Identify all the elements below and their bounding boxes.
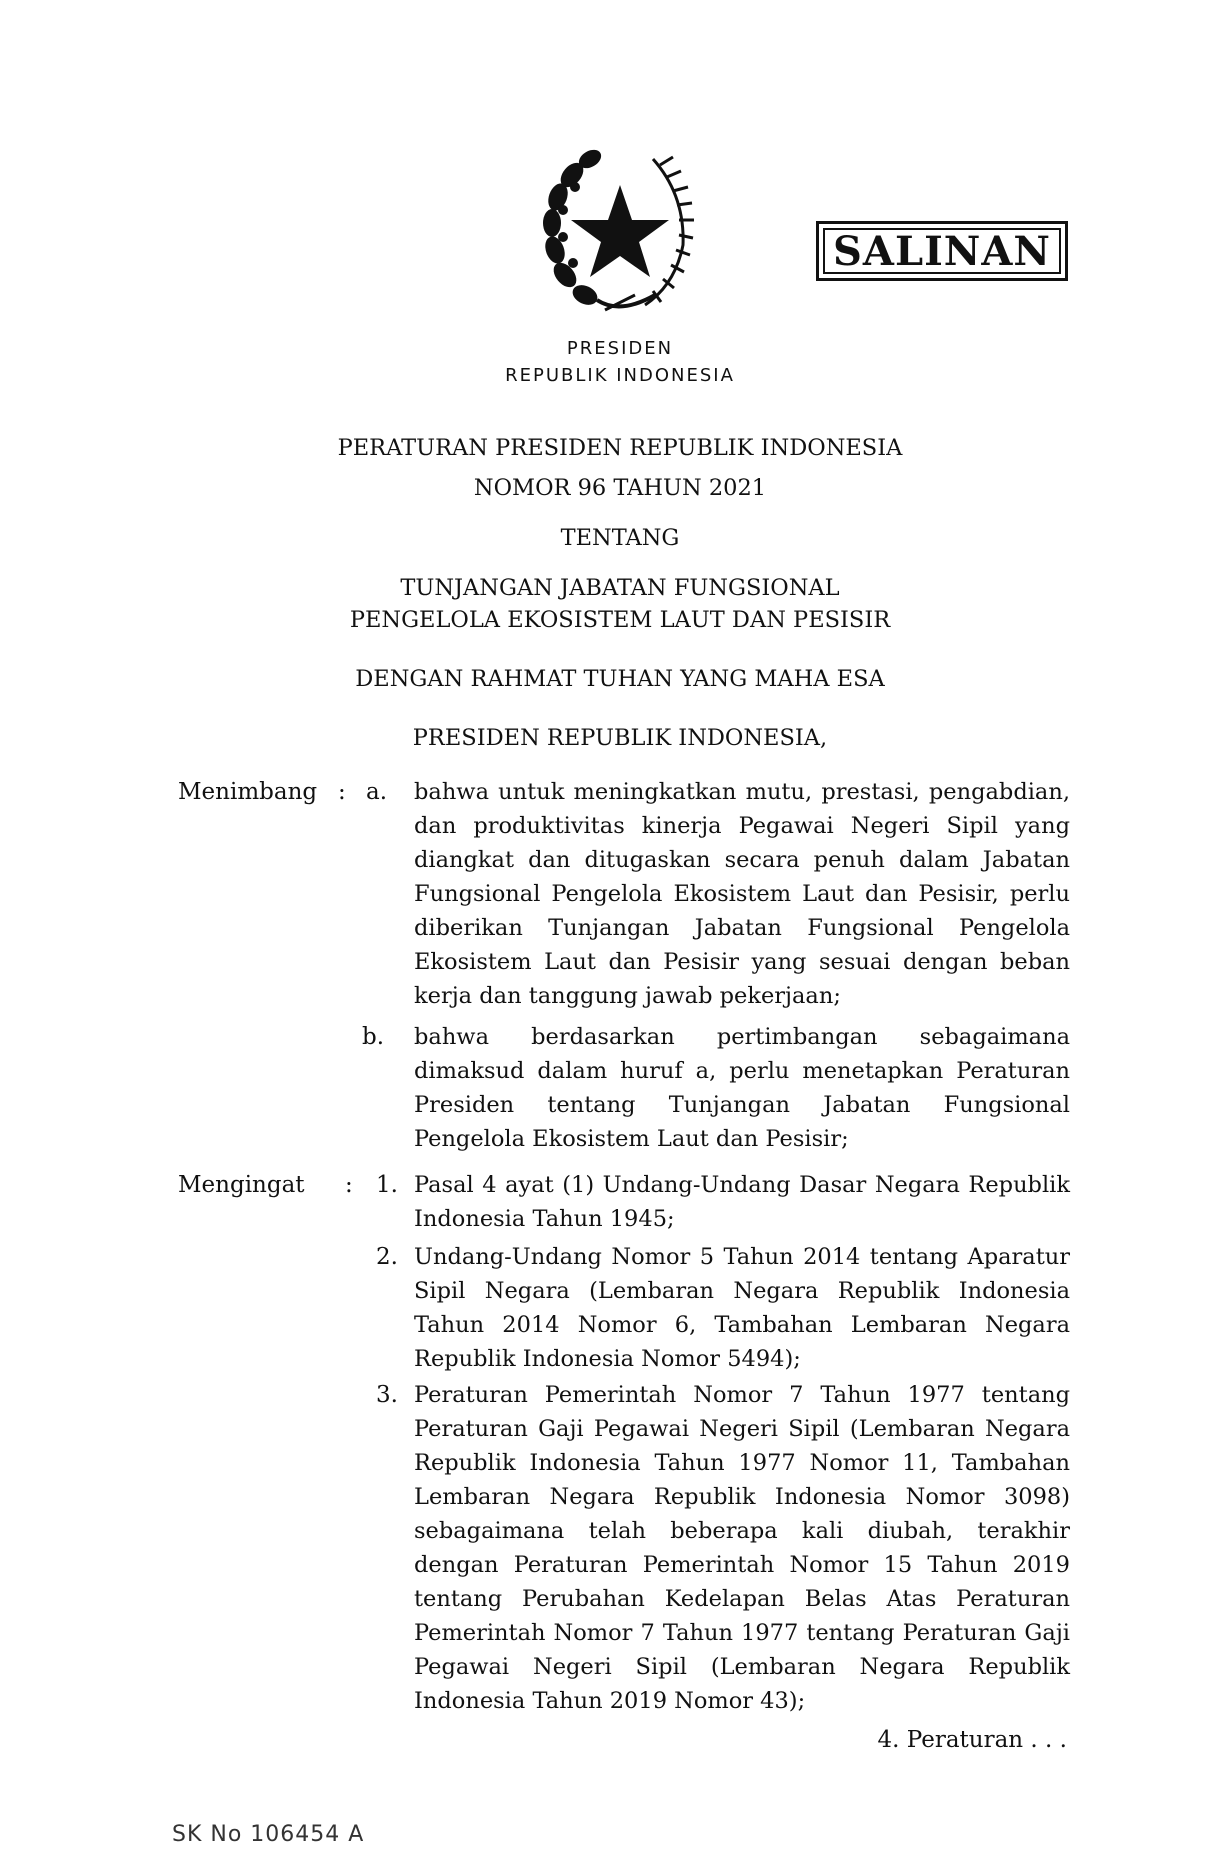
stamp-label: SALINAN — [833, 227, 1051, 275]
document-code: SK No 106454 A — [172, 1822, 365, 1847]
salinan-stamp — [816, 221, 1068, 281]
presidential-star-emblem-icon — [535, 145, 705, 320]
menimbang-item-b-text: bahwa berdasarkan pertimbangan sebagaimana dimaksud dalam huruf a, perlu menetapkan Peraturan Presiden tentang Tunjangan Jabatan Fungsional Pengelola Ekosistem Laut dan Pesisir; — [414, 1024, 1070, 1152]
authority: PRESIDEN REPUBLIK INDONESIA, — [412, 725, 828, 751]
page-continuation: 4. Peraturan . . . — [877, 1727, 1067, 1753]
regulation-subject-line2: PENGELOLA EKOSISTEM LAUT DAN PESISIR — [349, 607, 891, 633]
mengingat-item-3-text: Peraturan Pemerintah Nomor 7 Tahun 1977 tentang Peraturan Gaji Pegawai Negeri Sipil (Lembaran Negara Republik Indonesia Tahun 1977 Nomor 11, Tambahan Lembaran Negara Republik Indonesia Nomor 3098) sebagaimana telah beberapa kali diubah, terakhir dengan Peraturan Pemerintah Nomor 15 Tahun 2019 tentang Perubahan Kedelapan Belas Atas Peraturan Pemerintah Nomor 7 Tahun 1977 tentang Peraturan Gaji Pegawai Negeri Sipil (Lembaran Negara Republik Indonesia Tahun 2019 Nomor 43); — [414, 1382, 1070, 1714]
mengingat-item-1-text: Pasal 4 ayat (1) Undang-Undang Dasar Negara Republik Indonesia Tahun 1945; — [414, 1172, 1070, 1232]
invocation: DENGAN RAHMAT TUHAN YANG MAHA ESA — [355, 666, 885, 692]
menimbang-item-b-marker: b. — [362, 1024, 385, 1050]
header-republik-indonesia: REPUBLIK INDONESIA — [505, 365, 735, 386]
regulation-subject-line1: TUNJANGAN JABATAN FUNGSIONAL — [400, 575, 840, 601]
regulation-number: NOMOR 96 TAHUN 2021 — [473, 475, 767, 501]
menimbang-item-a-marker: a. — [366, 779, 388, 805]
menimbang-label: Menimbang — [178, 779, 318, 805]
mengingat-item-2-marker: 2. — [376, 1244, 398, 1270]
header-presiden: PRESIDEN — [566, 338, 674, 359]
mengingat-label: Mengingat — [178, 1172, 305, 1198]
regulation-title: PERATURAN PRESIDEN REPUBLIK INDONESIA — [337, 435, 903, 461]
menimbang-item-a-text: bahwa untuk meningkatkan mutu, prestasi, pengabdian, dan produktivitas kinerja Pegawai Negeri Sipil yang diangkat dan ditugaskan secara penuh dalam Jabatan Fungsional Pengelola Ekosistem Laut dan Pesisir, perlu diberikan Tunjangan Jabatan Fungsional Pengelola Ekosistem Laut dan Pesisir yang sesuai dengan beban kerja dan tanggung jawab pekerjaan; — [414, 779, 1070, 1009]
mengingat-colon: : — [345, 1172, 353, 1198]
mengingat-item-3-marker: 3. — [376, 1382, 398, 1408]
regulation-about: TENTANG — [560, 525, 680, 551]
menimbang-colon: : — [338, 779, 346, 805]
mengingat-item-1-marker: 1. — [376, 1172, 398, 1198]
mengingat-item-2-text: Undang-Undang Nomor 5 Tahun 2014 tentang Aparatur Sipil Negara (Lembaran Negara Republik Indonesia Tahun 2014 Nomor 6, Tambahan Lembaran Negara Republik Indonesia Nomor 5494); — [414, 1244, 1070, 1372]
